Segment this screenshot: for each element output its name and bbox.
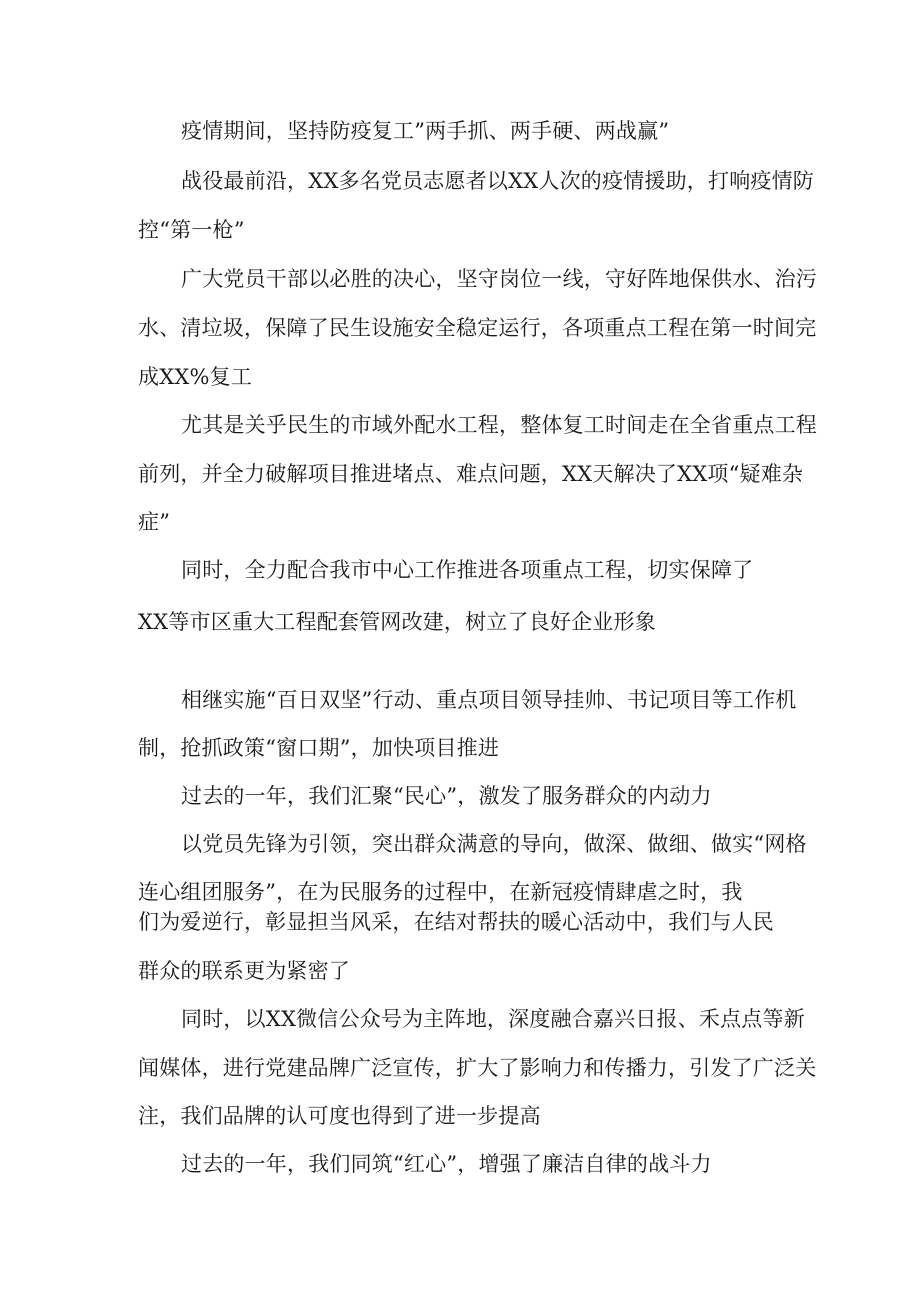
text-line: XX等市区重大工程配套管网改建，树立了良好企业形象 xyxy=(138,610,656,634)
text-line: 同时，全力配合我市中心工作推进各项重点工程，切实保障了 xyxy=(181,558,754,582)
text-line: 闻媒体，进行党建品牌广泛宣传，扩大了影响力和传播力，引发了广泛关 xyxy=(138,1056,817,1080)
text-line: 相继实施“百日双坚”行动、重点项目领导挂帅、书记项目等工作机 xyxy=(181,688,797,712)
text-line: 控“第一枪” xyxy=(138,218,245,242)
text-line: 过去的一年，我们同筑“红心”，增强了廉洁自律的战斗力 xyxy=(181,1152,712,1176)
text-line: 广大党员干部以必胜的决心，坚守岗位一线，守好阵地保供水、治污 xyxy=(181,267,817,291)
text-line: 疫情期间，坚持防疫复工”两手抓、两手硬、两战赢” xyxy=(181,119,670,143)
text-line: 连心组团服务”，在为民服务的过程中，在新冠疫情肆虐之时，我 xyxy=(138,880,743,904)
text-line: 前列，并全力破解项目推进堵点、难点问题，XX天解决了XX项“疑难杂 xyxy=(138,462,804,486)
text-line: 成XX%复工 xyxy=(138,365,253,389)
text-line: 同时，以XX微信公众号为主阵地，深度融合嘉兴日报、禾点点等新 xyxy=(181,1007,805,1031)
text-line: 尤其是关乎民生的市域外配水工程，整体复工时间走在全省重点工程 xyxy=(181,413,817,437)
text-line: 过去的一年，我们汇聚“民心”，激发了服务群众的内动力 xyxy=(181,784,712,808)
text-line: 症” xyxy=(138,510,171,534)
text-line: 水、清垃圾，保障了民生设施安全稳定运行，各项重点工程在第一时间完 xyxy=(138,316,817,340)
text-line: 制，抢抓政策“窗口期”，加快项目推进 xyxy=(138,736,500,760)
text-line: 战役最前沿，XX多名党员志愿者以XX人次的疫情援助，打响疫情防 xyxy=(181,169,814,193)
text-line: 群众的联系更为紧密了 xyxy=(138,959,350,983)
text-line: 注，我们品牌的认可度也得到了进一步提高 xyxy=(138,1104,541,1128)
text-line: 以党员先锋为引领，突出群众满意的导向，做深、做细、做实“网格 xyxy=(181,832,807,856)
text-line: 们为爱逆行，彰显担当风采，在结对帮扶的暖心活动中，我们与人民 xyxy=(138,910,774,934)
